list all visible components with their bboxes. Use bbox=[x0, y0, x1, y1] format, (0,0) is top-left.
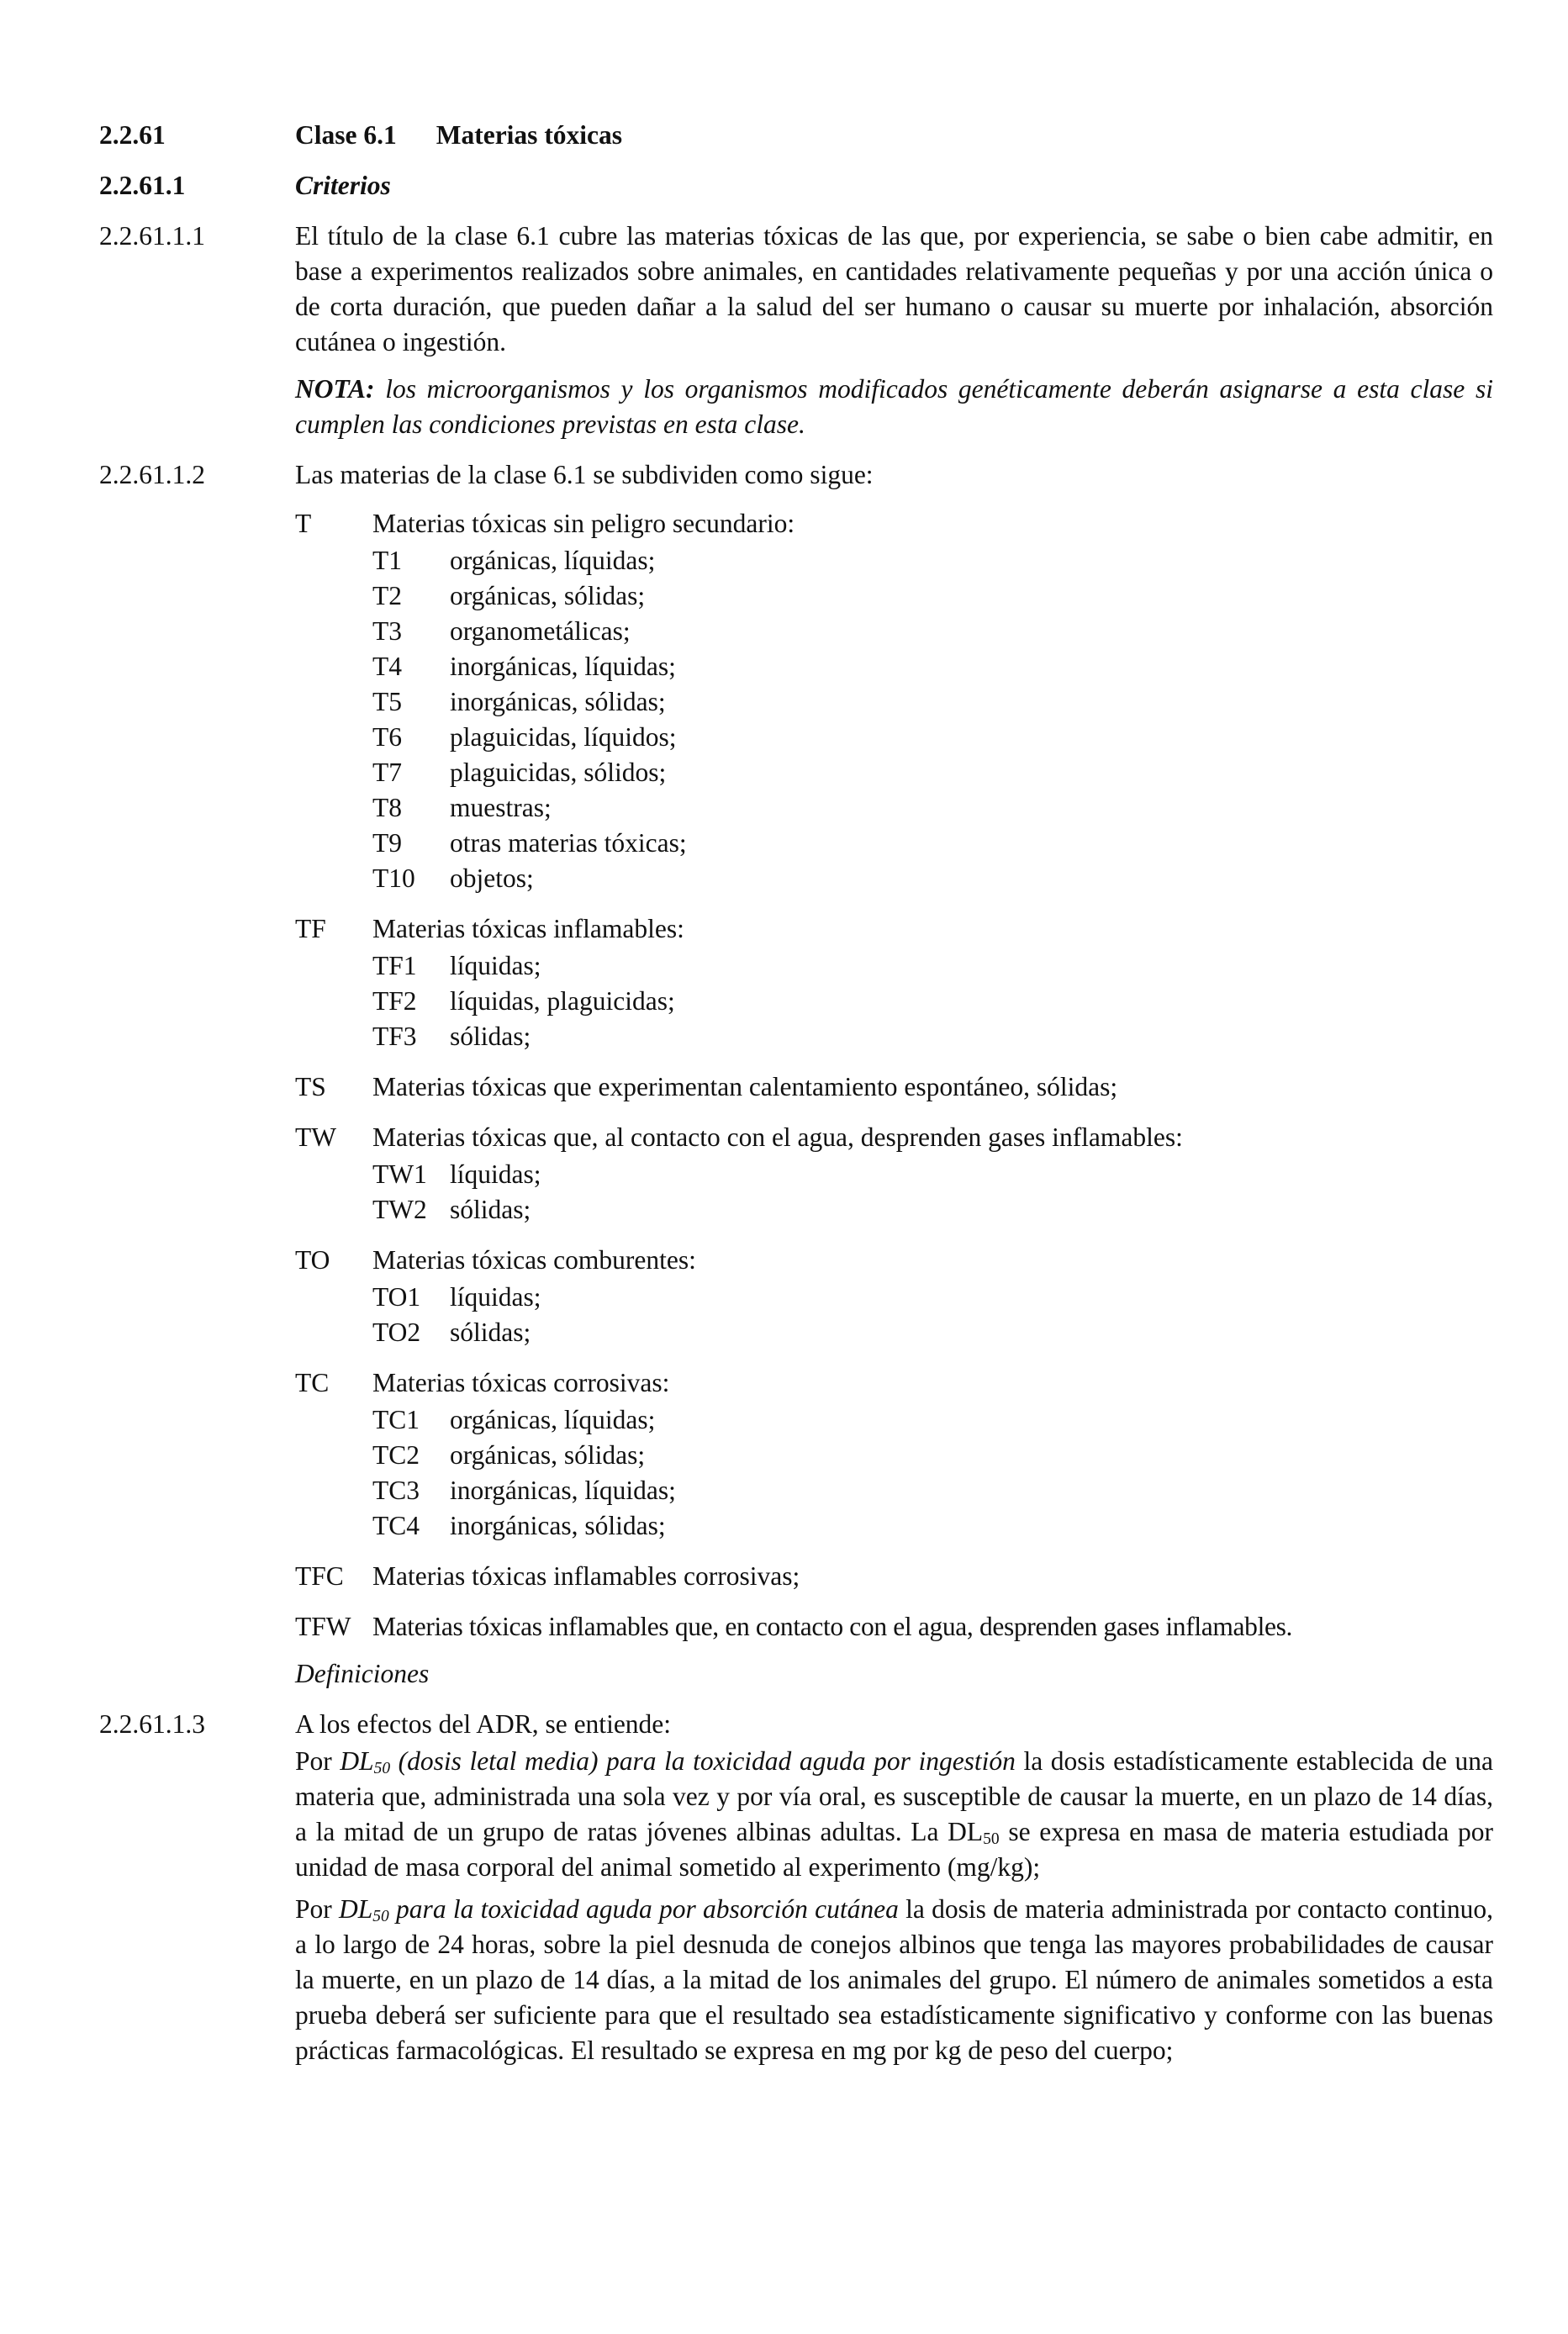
group-tf bbox=[295, 911, 1493, 1054]
note-label: NOTA: bbox=[295, 374, 375, 404]
subgroup-code: T8 bbox=[372, 793, 402, 822]
group-label: Materias tóxicas sin peligro secundario: bbox=[372, 509, 795, 538]
subgroup-list bbox=[372, 948, 1493, 1054]
subgroup-code: TW1 bbox=[372, 1159, 427, 1189]
note bbox=[295, 372, 1493, 442]
subgroup-code: T4 bbox=[372, 652, 402, 681]
subgroup-text: inorgánicas, sólidas; bbox=[450, 687, 666, 716]
subgroup-item bbox=[372, 790, 1493, 826]
subgroup-item bbox=[372, 948, 1493, 984]
subgroup-item bbox=[372, 1473, 1493, 1508]
subgroup-code: TF1 bbox=[372, 951, 417, 980]
subgroup-item bbox=[372, 1438, 1493, 1473]
subgroup-item bbox=[372, 1192, 1493, 1228]
subgroup-text: sólidas; bbox=[450, 1022, 531, 1051]
paragraph-number: 2.2.61.1.3 bbox=[99, 1709, 205, 1739]
subgroup-code: T10 bbox=[372, 863, 415, 893]
paragraph-number: 2.2.61.1.1 bbox=[99, 221, 205, 251]
subgroup-code: TF2 bbox=[372, 986, 417, 1016]
subgroup-code: TO1 bbox=[372, 1282, 421, 1312]
subgroup-item bbox=[372, 1280, 1493, 1315]
definition-term: $DL_{50}$ (dosis letal media) para la toxicidad aguda por ingestión bbox=[340, 1746, 1016, 1777]
definition-term: $DL_{50}$ para la toxicidad aguda por absorción cutánea bbox=[339, 1894, 899, 1925]
subgroup-code: TF3 bbox=[372, 1022, 417, 1051]
subgroup-item bbox=[372, 1157, 1493, 1192]
group-to bbox=[295, 1243, 1493, 1350]
definition-dermal: Por $DL_{50}$ para la toxicidad aguda por absorción cutánea la dosis de materia administrada por contacto continuo, a lo largo de 24 horas, sobre la piel desnuda de conejos albinos que tenga las mayores probabilidades de causar la muerte, en un plazo de 14 días, a la mitad de los animales del grupo. El número de animales sometidos a esta prueba deberá ser suficiente para que el resultado sea estadísticamente significativo y conforme con las buenas prácticas farmacológicas. El resultado se expresa en mg por kg de peso del cuerpo; bbox=[295, 1894, 1493, 2065]
section-number: 2.2.61 bbox=[99, 120, 166, 150]
subgroup-item bbox=[372, 720, 1493, 755]
subgroup-code: TC2 bbox=[372, 1440, 420, 1470]
group-tc bbox=[295, 1365, 1493, 1544]
subgroup-item bbox=[372, 578, 1493, 614]
subgroup-text: sólidas; bbox=[450, 1195, 531, 1224]
subgroup-code: T2 bbox=[372, 581, 402, 610]
subgroup-text: líquidas; bbox=[450, 1159, 541, 1189]
definitions-heading-row bbox=[99, 1656, 1512, 1692]
subgroup-text: otras materias tóxicas; bbox=[450, 828, 687, 858]
subgroup-item bbox=[372, 1315, 1493, 1350]
subgroup-item bbox=[372, 543, 1493, 578]
subgroup-code: T6 bbox=[372, 722, 402, 752]
paragraph-number: 2.2.61.1.2 bbox=[99, 460, 205, 489]
group-code: T bbox=[295, 509, 312, 538]
criteria-number: 2.2.61.1 bbox=[99, 171, 186, 200]
subgroup-text: inorgánicas, sólidas; bbox=[450, 1511, 666, 1540]
group-code: TFC bbox=[295, 1561, 344, 1591]
paragraph-text: El título de la clase 6.1 cubre las materias tóxicas de las que, por experiencia, se sabe o bien cabe admitir, en base a experimentos realizados sobre animales, en cantidades relativamente pequeñas y por una acción única o de corta duración, que pueden dañar a la salud del ser humano o causar su muerte por inhalación, absorción cutánea o ingestión. bbox=[295, 221, 1493, 356]
subgroup-text: orgánicas, líquidas; bbox=[450, 546, 656, 575]
subgroup-item bbox=[372, 755, 1493, 790]
subgroup-text: inorgánicas, líquidas; bbox=[450, 1476, 676, 1505]
group-code: TF bbox=[295, 914, 326, 943]
group-code: TW bbox=[295, 1122, 336, 1152]
criteria-title: Criterios bbox=[295, 171, 391, 200]
subgroup-item bbox=[372, 984, 1493, 1019]
subgroup-list bbox=[372, 1402, 1493, 1544]
section-heading bbox=[99, 118, 1512, 153]
subgroup-list bbox=[372, 543, 1493, 896]
paragraph-2-2-61-1-2 bbox=[99, 457, 1512, 1645]
note-text: los microorganismos y los organismos modificados genéticamente deberán asignarse a esta clase si cumplen las condiciones previstas en esta clase. bbox=[295, 374, 1493, 439]
subgroup-text: inorgánicas, líquidas; bbox=[450, 652, 676, 681]
section-class-label: Clase 6.1 bbox=[295, 120, 397, 150]
document-page bbox=[99, 118, 1512, 2068]
subgroup-item bbox=[372, 826, 1493, 861]
subgroup-item bbox=[372, 684, 1493, 720]
paragraph-intro: Las materias de la clase 6.1 se subdividen como sigue: bbox=[295, 460, 874, 489]
subgroup-code: TC4 bbox=[372, 1511, 420, 1540]
subgroup-code: TC3 bbox=[372, 1476, 420, 1505]
subgroup-text: plaguicidas, sólidos; bbox=[450, 758, 667, 787]
group-code: TC bbox=[295, 1368, 330, 1397]
subgroup-item bbox=[372, 1402, 1493, 1438]
subgroup-text: orgánicas, sólidas; bbox=[450, 581, 646, 610]
paragraph-2-2-61-1-3 bbox=[99, 1707, 1512, 2068]
classification-groups bbox=[295, 506, 1493, 1645]
subgroup-item bbox=[372, 1508, 1493, 1544]
definitions-heading: Definiciones bbox=[295, 1659, 430, 1688]
group-label: Materias tóxicas inflamables: bbox=[372, 914, 684, 943]
subgroup-code: TC1 bbox=[372, 1405, 420, 1434]
group-ts bbox=[295, 1069, 1493, 1105]
definition-oral: Por $DL_{50}$ (dosis letal media) para la toxicidad aguda por ingestión la dosis estadísticamente establecida de una materia que, administrada una sola vez y por vía oral, es susceptible de causar la muerte, en un plazo de 14 días, a la mitad de un grupo de ratas jóvenes albinas adultas. La $DL_{50}$ se expresa en masa de materia estudiada por unidad de masa corporal del animal sometido al experimento (mg/kg); bbox=[295, 1746, 1493, 1882]
subgroup-text: líquidas; bbox=[450, 951, 541, 980]
group-code: TFW bbox=[295, 1612, 351, 1641]
subgroup-text: muestras; bbox=[450, 793, 552, 822]
subgroup-list bbox=[372, 1157, 1493, 1228]
subgroup-text: objetos; bbox=[450, 863, 534, 893]
subgroup-text: líquidas, plaguicidas; bbox=[450, 986, 675, 1016]
subgroup-code: T1 bbox=[372, 546, 402, 575]
paragraph-intro: A los efectos del ADR, se entiende: bbox=[295, 1709, 672, 1739]
subgroup-code: T5 bbox=[372, 687, 402, 716]
group-code: TO bbox=[295, 1245, 330, 1275]
group-label: Materias tóxicas comburentes: bbox=[372, 1245, 696, 1275]
subgroup-text: organometálicas; bbox=[450, 616, 631, 646]
subgroup-text: orgánicas, líquidas; bbox=[450, 1405, 656, 1434]
paragraph-2-2-61-1-1 bbox=[99, 219, 1512, 442]
group-label: Materias tóxicas inflamables que, en contacto con el agua, desprenden gases inflamables. bbox=[372, 1612, 1293, 1641]
subgroup-item bbox=[372, 1019, 1493, 1054]
subgroup-item bbox=[372, 649, 1493, 684]
subgroup-text: orgánicas, sólidas; bbox=[450, 1440, 646, 1470]
subgroup-item bbox=[372, 861, 1493, 896]
criteria-heading bbox=[99, 168, 1512, 203]
subgroup-code: T3 bbox=[372, 616, 402, 646]
group-tfc bbox=[295, 1559, 1493, 1594]
subgroup-text: sólidas; bbox=[450, 1317, 531, 1347]
group-label: Materias tóxicas que, al contacto con el agua, desprenden gases inflamables: bbox=[372, 1122, 1183, 1152]
subgroup-text: plaguicidas, líquidos; bbox=[450, 722, 677, 752]
subgroup-code: TO2 bbox=[372, 1317, 421, 1347]
subgroup-list bbox=[372, 1280, 1493, 1350]
subgroup-code: T7 bbox=[372, 758, 402, 787]
group-tw bbox=[295, 1120, 1493, 1228]
group-label: Materias tóxicas corrosivas: bbox=[372, 1368, 670, 1397]
subgroup-text: líquidas; bbox=[450, 1282, 541, 1312]
group-code: TS bbox=[295, 1072, 326, 1101]
group-label: Materias tóxicas inflamables corrosivas; bbox=[372, 1561, 800, 1591]
section-title: Materias tóxicas bbox=[436, 120, 623, 150]
subgroup-code: T9 bbox=[372, 828, 402, 858]
subgroup-item bbox=[372, 614, 1493, 649]
subgroup-code: TW2 bbox=[372, 1195, 427, 1224]
group-t bbox=[295, 506, 1493, 896]
group-label: Materias tóxicas que experimentan calentamiento espontáneo, sólidas; bbox=[372, 1072, 1118, 1101]
group-tfw bbox=[295, 1609, 1493, 1645]
